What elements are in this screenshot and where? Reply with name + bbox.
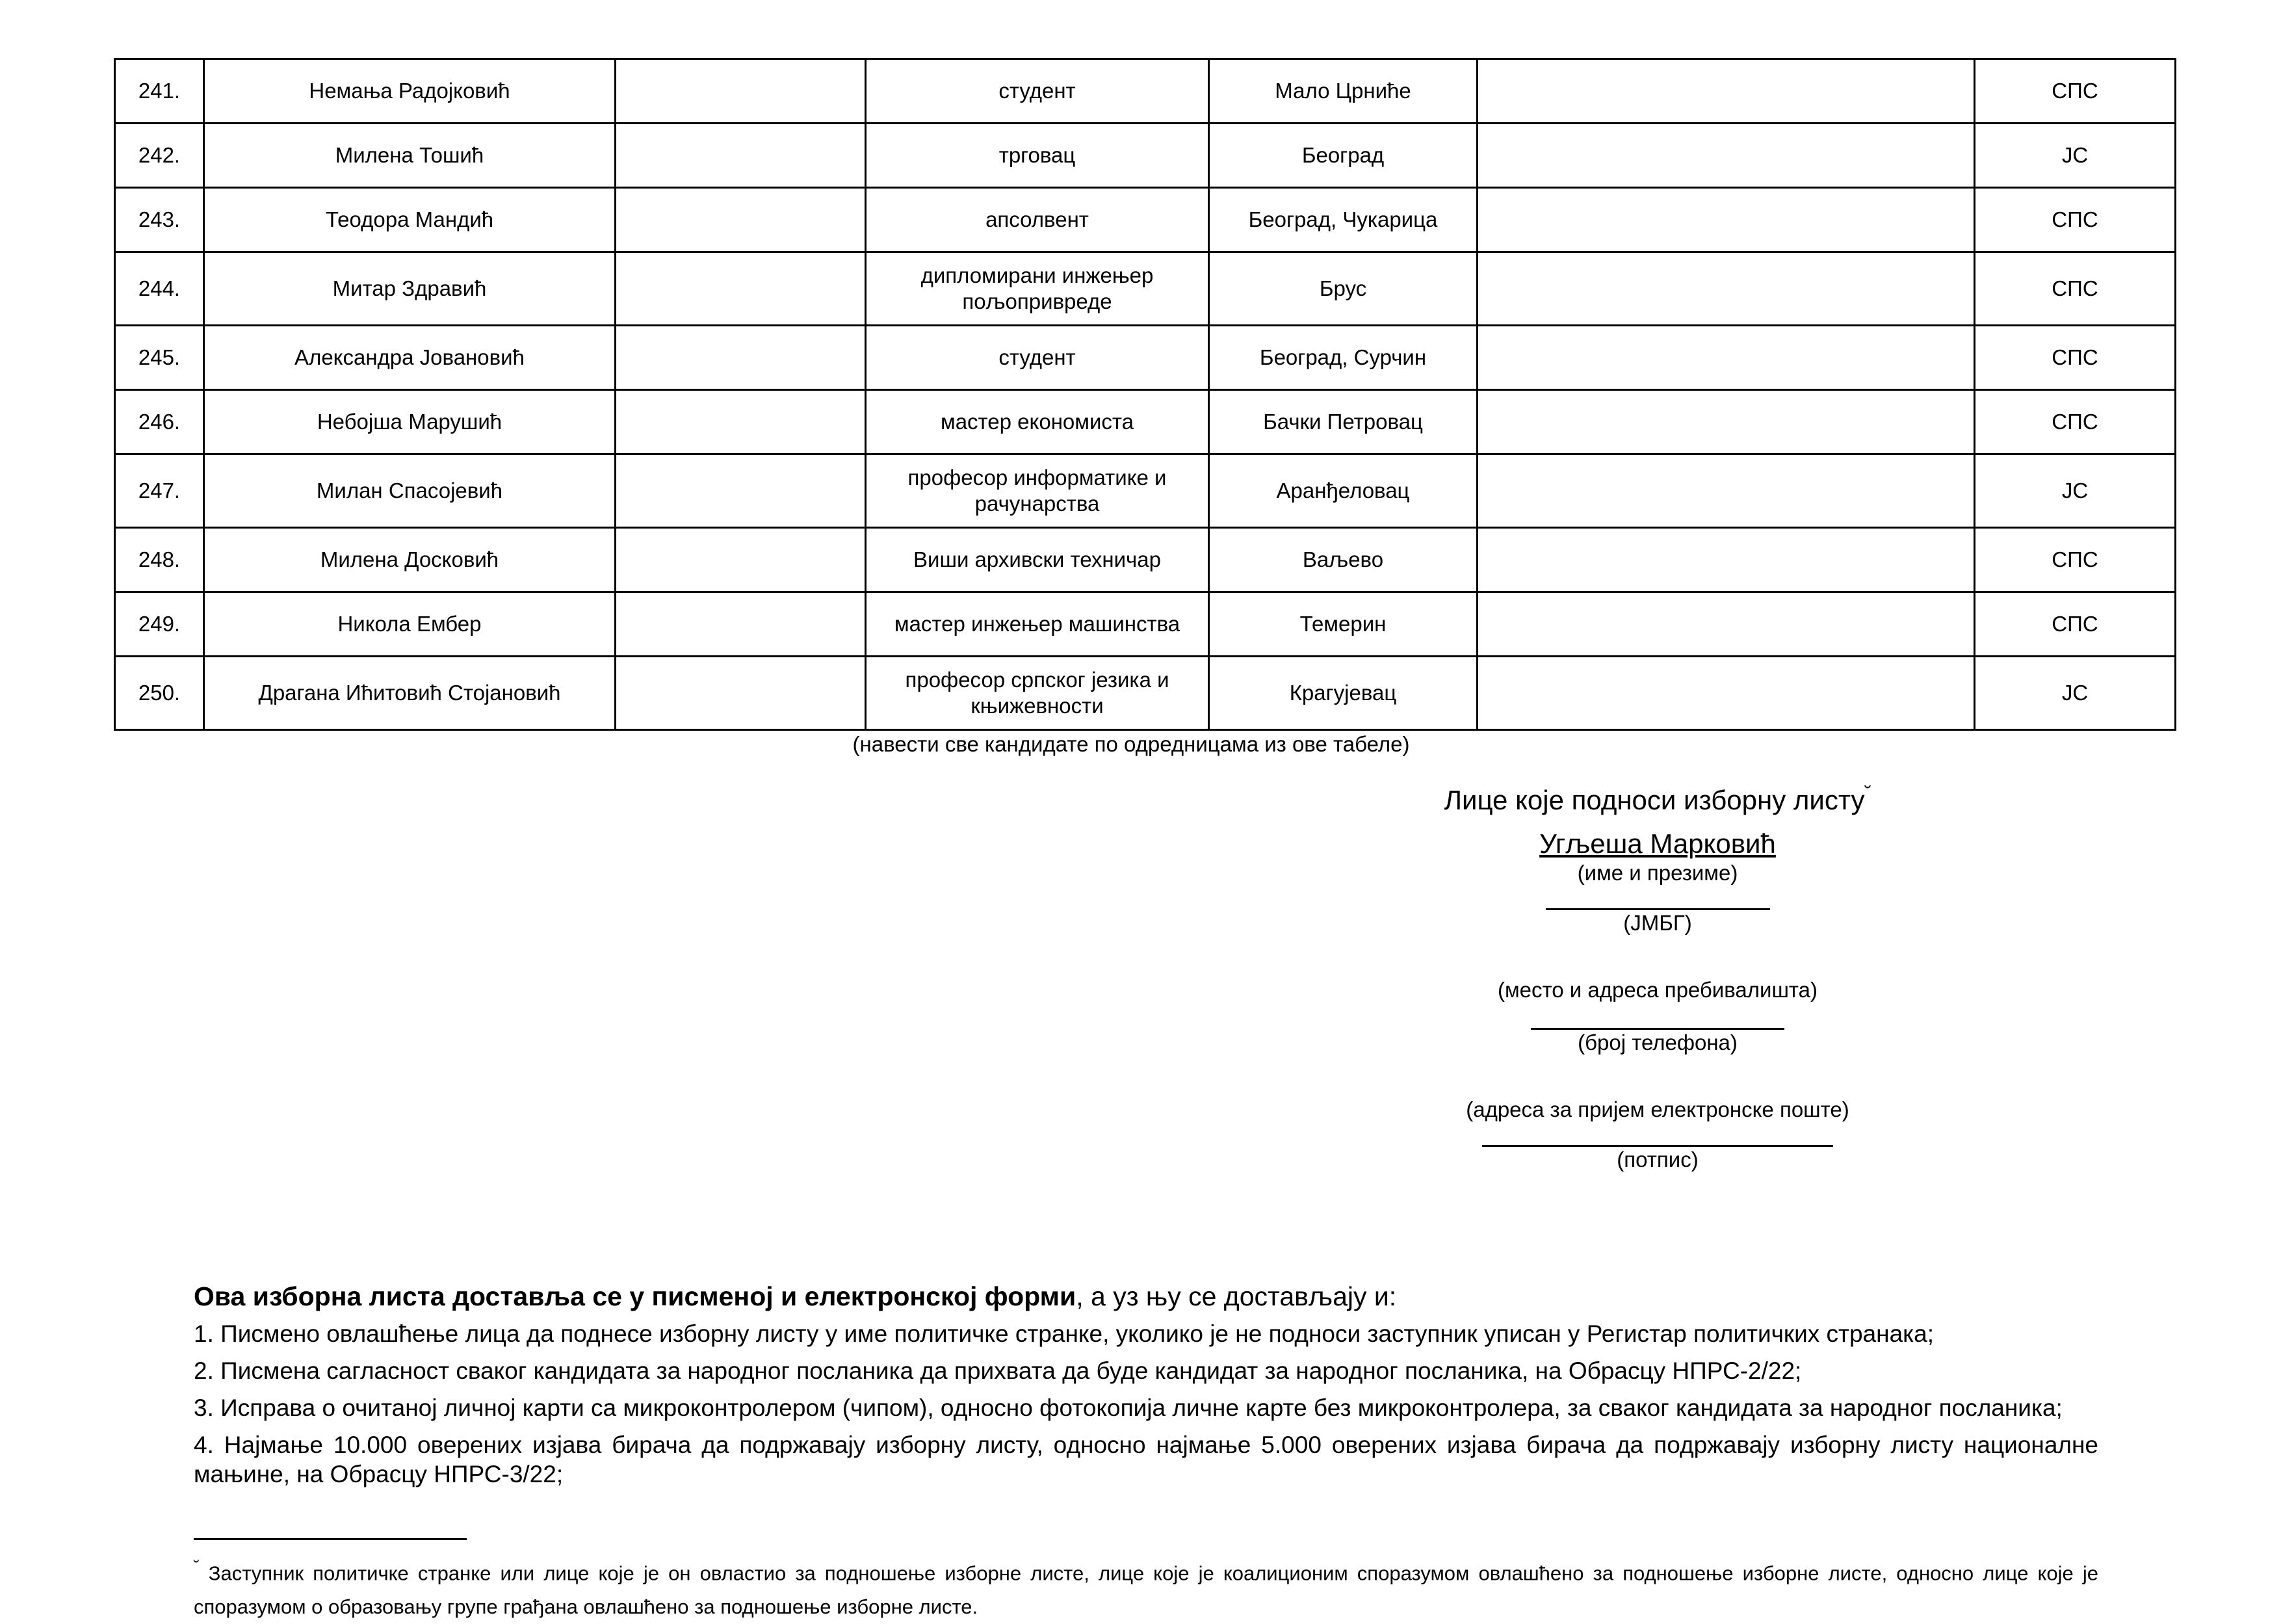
candidate-name: Немања Радојковић — [204, 59, 616, 124]
candidate-residence: Брус — [1209, 252, 1478, 326]
attachments-intro — [194, 1282, 2098, 1311]
candidate-name: Милан Спасојевић — [204, 454, 616, 528]
empty-cell — [1478, 252, 1975, 326]
candidate-name: Драгана Ићитовић Стојановић — [204, 657, 616, 730]
candidate-residence: Београд — [1209, 124, 1478, 188]
empty-cell — [1478, 326, 1975, 390]
candidate-occupation: студент — [866, 59, 1209, 124]
footnote-mark: ˘ — [194, 1557, 200, 1577]
attachments-section — [194, 1282, 2098, 1497]
attachment-item-2: 2. Писмена сагласност сваког кандидата за народног посланика да прихвата да буде кандидат за народног посланика, на Обрасцу НПРС-2/22; — [194, 1357, 1802, 1384]
empty-cell — [1478, 528, 1975, 592]
candidate-name: Теодора Мандић — [204, 188, 616, 252]
footnote-text: Заступник политичке странке или лице које је он овластио за подношење изборне листе, лице које је коалиционим споразумом овлашћено за подношење изборне листе, односно лице које је споразумом о образовању групе грађана овлашћено за подношење изборне листе. — [194, 1562, 2098, 1619]
candidate-name: Александра Јовановић — [204, 326, 616, 390]
table-row — [115, 252, 2176, 326]
empty-cell — [616, 454, 866, 528]
candidate-party: СПС — [1975, 592, 2176, 657]
candidate-party: JC — [1975, 454, 2176, 528]
candidate-name: Митар Здравић — [204, 252, 616, 326]
candidate-occupation: мастер економиста — [866, 390, 1209, 454]
candidate-party: СПС — [1975, 528, 2176, 592]
table-row — [115, 528, 2176, 592]
candidate-number: 241. — [115, 59, 204, 124]
candidate-party: СПС — [1975, 252, 2176, 326]
candidate-number: 250. — [115, 657, 204, 730]
empty-cell — [616, 528, 866, 592]
table-row — [115, 59, 2176, 124]
candidate-name: Милена Тошић — [204, 124, 616, 188]
signature-title: Лице које подноси изборну листу˘ — [1444, 783, 1871, 815]
phone-caption: (број телефона) — [1578, 1030, 1738, 1054]
empty-cell — [1478, 124, 1975, 188]
empty-cell — [616, 390, 866, 454]
email-caption: (адреса за пријем електронске поште) — [1466, 1097, 1849, 1121]
submitter-name: Угљеша Марковић — [1539, 828, 1776, 859]
candidate-party: СПС — [1975, 326, 2176, 390]
candidate-number: 244. — [115, 252, 204, 326]
candidate-occupation: трговац — [866, 124, 1209, 188]
candidate-name: Небојша Марушић — [204, 390, 616, 454]
table-row — [115, 454, 2176, 528]
empty-cell — [1478, 454, 1975, 528]
attachment-item-1: 1. Писмено овлашћење лица да поднесе изборну листу у име политичке странке, уколико је не подноси заступник уписан у Регистар политичких странака; — [194, 1320, 1935, 1347]
footnote-mark: ˘ — [1864, 783, 1871, 804]
candidate-occupation: Виши архивски техничар — [866, 528, 1209, 592]
table-row — [115, 326, 2176, 390]
empty-cell — [1478, 592, 1975, 657]
candidate-name: Никола Ембер — [204, 592, 616, 657]
candidate-residence: Ваљево — [1209, 528, 1478, 592]
candidate-number: 247. — [115, 454, 204, 528]
empty-cell — [616, 124, 866, 188]
attachments-intro-bold: Ова изборна листа доставља се у писменој и електронској форми — [194, 1281, 1076, 1311]
name-caption: (име и презиме) — [1577, 861, 1738, 885]
candidate-residence: Темерин — [1209, 592, 1478, 657]
table-row — [115, 657, 2176, 730]
candidate-name: Милена Досковић — [204, 528, 616, 592]
empty-cell — [616, 592, 866, 657]
candidate-residence: Крагујевац — [1209, 657, 1478, 730]
attachment-item-4: 4. Најмање 10.000 оверених изјава бирача да подржавају изборну листу, односно најмање 5.000 оверених изјава бирача да подржавају изборну листу националне мањине, на Обрасцу НПРС-3/22; — [194, 1432, 2098, 1487]
candidate-number: 245. — [115, 326, 204, 390]
jmbg-caption: (ЈМБГ) — [1623, 911, 1692, 935]
attachments-intro-rest: , а уз њу се достављају и: — [1076, 1281, 1397, 1311]
empty-cell — [616, 657, 866, 730]
table-row — [115, 124, 2176, 188]
candidate-occupation: дипломирани инжењер пољопривреде — [866, 252, 1209, 326]
candidate-residence: Аранђеловац — [1209, 454, 1478, 528]
empty-cell — [616, 252, 866, 326]
candidate-occupation: професор српског језика и књижевности — [866, 657, 1209, 730]
empty-cell — [616, 188, 866, 252]
candidate-occupation: професор информатике и рачунарства — [866, 454, 1209, 528]
candidate-number: 242. — [115, 124, 204, 188]
candidate-party: JC — [1975, 657, 2176, 730]
empty-cell — [616, 326, 866, 390]
candidate-party: СПС — [1975, 188, 2176, 252]
empty-cell — [616, 59, 866, 124]
empty-cell — [1478, 390, 1975, 454]
table-row — [115, 188, 2176, 252]
table-row — [115, 592, 2176, 657]
candidate-party: JC — [1975, 124, 2176, 188]
candidate-residence: Београд, Сурчин — [1209, 326, 1478, 390]
candidate-occupation: апсолвент — [866, 188, 1209, 252]
attachment-item-3: 3. Исправа о очитаној личној карти са микроконтролером (чипом), односно фотокопија личне карте без микроконтролера, за сваког кандидата за народног посланика; — [194, 1395, 2063, 1421]
empty-cell — [1478, 188, 1975, 252]
footnote-separator — [194, 1538, 467, 1540]
empty-cell — [1478, 59, 1975, 124]
candidate-number: 243. — [115, 188, 204, 252]
candidates-table-body — [115, 59, 2176, 730]
signature-block — [1398, 774, 1918, 1173]
table-note: (навести све кандидате по одредницама из ове табеле) — [852, 732, 1410, 756]
signature-caption: (потпис) — [1617, 1147, 1699, 1172]
candidate-party: СПС — [1975, 390, 2176, 454]
candidates-table — [114, 58, 2176, 731]
table-row — [115, 390, 2176, 454]
address-caption: (место и адреса пребивалишта) — [1497, 978, 1818, 1002]
candidate-occupation: мастер инжењер машинства — [866, 592, 1209, 657]
candidate-residence: Бачки Петровац — [1209, 390, 1478, 454]
candidate-number: 249. — [115, 592, 204, 657]
candidate-number: 246. — [115, 390, 204, 454]
candidate-residence: Мало Црниће — [1209, 59, 1478, 124]
empty-cell — [1478, 657, 1975, 730]
candidate-occupation: студент — [866, 326, 1209, 390]
candidate-residence: Београд, Чукарица — [1209, 188, 1478, 252]
candidate-number: 248. — [115, 528, 204, 592]
candidate-party: СПС — [1975, 59, 2176, 124]
